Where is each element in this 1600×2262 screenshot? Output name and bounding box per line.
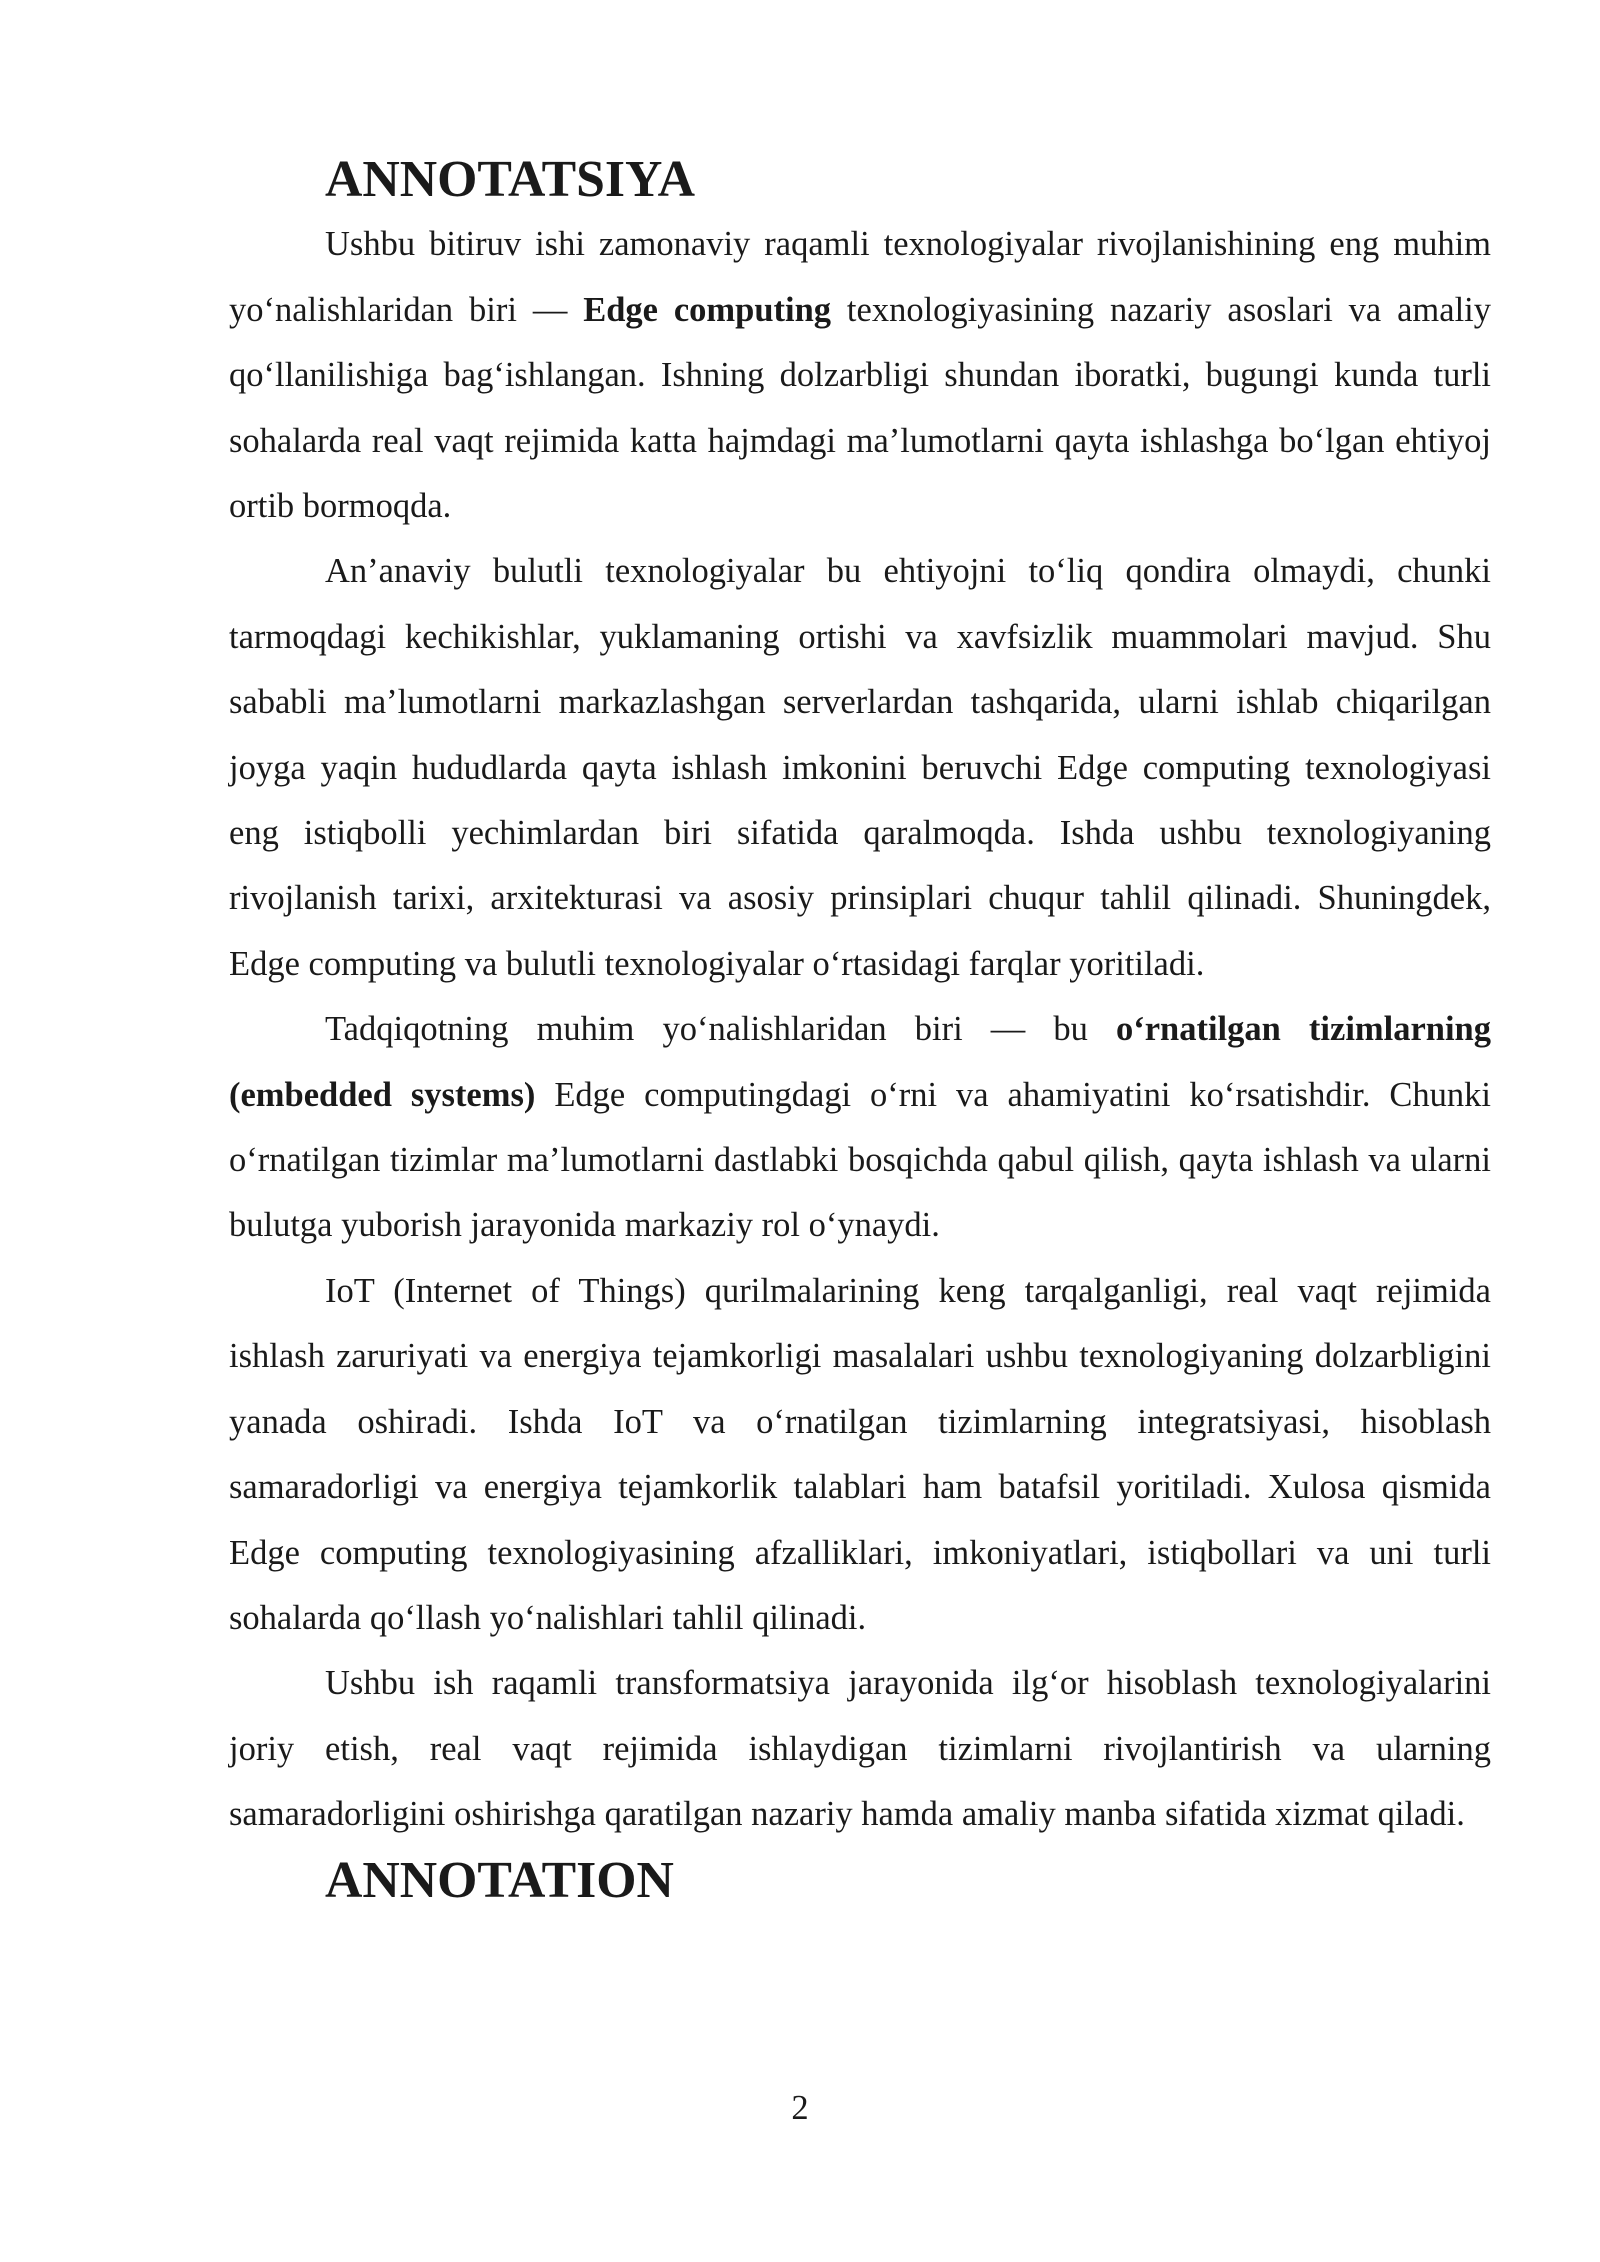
- paragraph-1-text-b: texnologiyasining nazariy asoslari va amaliy qo‘llanilishiga bag‘ishlangan. Ishning dolzarbligi shundan iboratki, bugungi kunda turli sohalarda real vaqt rejimida katta hajmdagi ma’lumotlarni qayta ishlashga bo‘lgan ehtiyoj ortib bormoqda.: [229, 290, 1491, 526]
- paragraph-5-text: Ushbu ish raqamli transformatsiya jarayonida ilg‘or hisoblash texnologiyalarini joriy etish, real vaqt rejimida ishlaydigan tizimlarni rivojlantirish va ularning samaradorligini oshirishga qaratilgan nazariy hamda amaliy manba sifatida xizmat qiladi.: [229, 1664, 1491, 1834]
- paragraph-1-bold-edge-computing: Edge computing: [583, 290, 832, 329]
- paragraph-2-text: An’anaviy bulutli texnologiyalar bu ehtiyojni to‘liq qondira olmaydi, chunki tarmoqdagi kechikishlar, yuklamaning ortishi va xavfsizlik muammolari mavjud. Shu sababli ma’lumotlarni markazlashgan serverlardan tashqarida, ularni ishlab chiqarilgan joyga yaqin hududlarda qayta ishlash imkonini beruvchi Edge computing texnologiyasi eng istiqbolli yechimlardan biri sifatida qaralmoqda. Ishda ushbu texnologiyaning rivojlanish tarixi, arxitekturasi va asosiy prinsiplari chuqur tahlil qilinadi. Shuningdek, Edge computing va bulutli texnologiyalar o‘rtasidagi farqlar yoritiladi.: [229, 552, 1491, 983]
- paragraph-3-bold-embedded-systems: o‘rnatilgan tizimlarning (embedded systems): [229, 1010, 1491, 1114]
- paragraph-4: [229, 1259, 1491, 1651]
- heading-annotation: ANNOTATION: [325, 1851, 674, 1909]
- paragraph-1-text-a: Ushbu bitiruv ishi zamonaviy raqamli texnologiyalar rivojlanishining eng muhim yo‘nalishlaridan biri —: [229, 225, 1491, 329]
- paragraph-4-text: IoT (Internet of Things) qurilmalarining keng tarqalganligi, real vaqt rejimida ishlash zaruriyati va energiya tejamkorligi masalalari ushbu texnologiyaning dolzarbligini yanada oshiradi. Ishda IoT va o‘rnatilgan tizimlarning integratsiyasi, hisoblash samaradorligi va energiya tejamkorlik talablari ham batafsil yoritiladi. Xulosa qismida Edge computing texnologiyasining afzalliklari, imkoniyatlari, istiqbollari va uni turli sohalarda qo‘llash yo‘nalishlari tahlil qilinadi.: [229, 1271, 1491, 1637]
- paragraph-3-text-a: Tadqiqotning muhim yo‘nalishlaridan biri — bu: [325, 1010, 1116, 1049]
- paragraph-3: [229, 997, 1491, 1259]
- page-number: 2: [791, 2089, 809, 2127]
- paragraph-3-text-b: Edge computingdagi o‘rni va ahamiyatini ko‘rsatishdir. Chunki o‘rnatilgan tizimlar ma’lumotlarni dastlabki bosqichda qabul qilish, qayta ishlash va ularni bulutga yuborish jarayonida markaziy rol o‘ynaydi.: [229, 1075, 1491, 1245]
- heading-annotatsiya: ANNOTATSIYA: [325, 151, 696, 208]
- paragraph-1: [229, 212, 1491, 539]
- paragraph-2: [229, 539, 1491, 997]
- paragraph-5: [229, 1651, 1491, 1847]
- page-content: [229, 147, 1491, 1913]
